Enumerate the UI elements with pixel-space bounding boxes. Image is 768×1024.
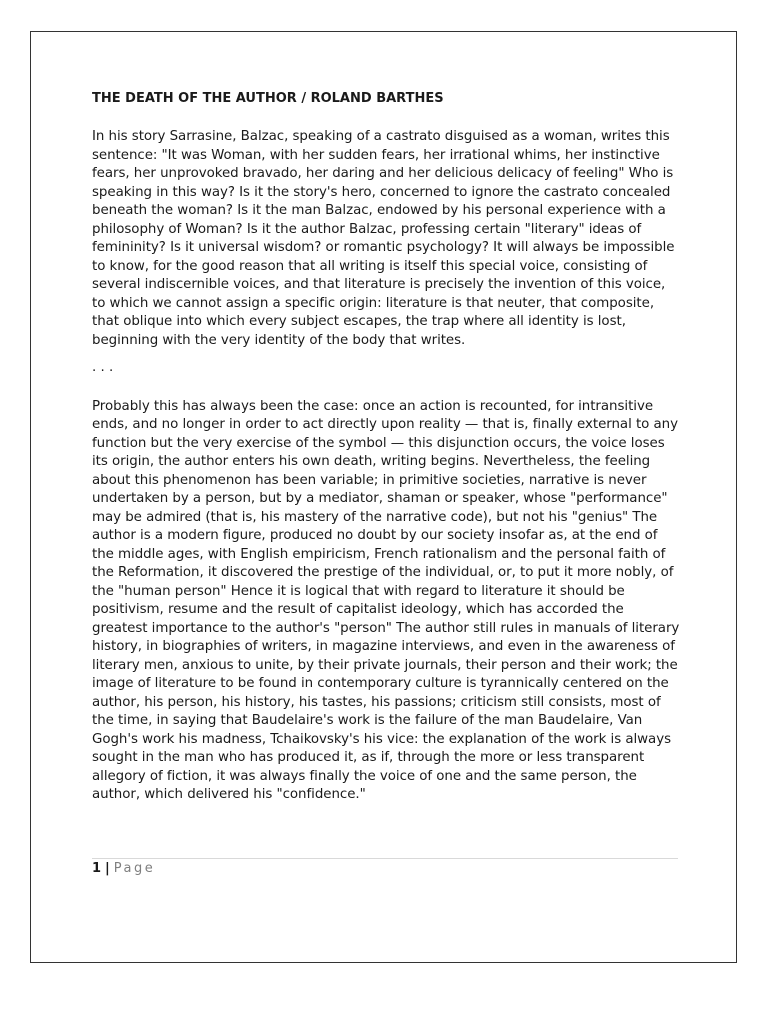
footer-separator: |: [105, 861, 110, 876]
page-label: Page: [113, 861, 156, 876]
section-break-ellipsis: . . .: [92, 360, 114, 375]
paragraph-2: Probably this has always been the case: once an action is recounted, for intransitive ends, and no longer in order to act directly upon reality — that is, finally external to any function but the very exercise of the symbol — this disjunction occurs, the voice loses its origin, the author enters his own death, writing begins. Nevertheless, the feeling about this phenomenon has been variable; in primitive societies, narrative is never undertaken by a person, but by a mediator, shaman or speaker, whose "performance" may be admired (that is, his mastery of the narrative code), but not his "genius" The author is a modern figure, produced no doubt by our society insofar as, at the end of the middle ages, with English empiricism, French rationalism and the personal faith of the Reformation, it discovered the prestige of the individual, or, to put it more nobly, of the "human person" Hence it is logical that with regard to literature it should be positivism, resume and the result of capitalist ideology, which has accorded the greatest importance to the author's "person" The author still rules in manuals of literary history, in biographies of writers, in magazine interviews, and even in the awareness of literary men, anxious to unite, by their private journals, their person and their work; the image of literature to be found in contemporary culture is tyrannically centered on the author, his person, his history, his tastes, his passions; criticism still consists, most of the time, in saying that Baudelaire's work is the failure of the man Baudelaire, Van Gogh's work his madness, Tchaikovsky's his vice: the explanation of the work is always sought in the man who has produced it, as if, through the more or less transparent allegory of fiction, it was always finally the voice of one and the same person, the author, which delivered his "confidence.": [92, 398, 680, 802]
paragraph-1: In his story Sarrasine, Balzac, speaking of a castrato disguised as a woman, writes this sentence: "It was Woman, with her sudden fears, her irrational whims, her instinctive fears, her unprovoked bravado, her daring and her delicious delicacy of feeling" Who is speaking in this way? Is it the story's hero, concerned to ignore the castrato concealed beneath the woman? Is it the man Balzac, endowed by his personal experience with a philosophy of Woman? Is it the author Balzac, professing certain "literary" ideas of femininity? Is it universal wisdom? or romantic psychology? It will always be impossible to know, for the good reason that all writing is itself this special voice, consisting of several indiscernible voices, and that literature is precisely the invention of this voice, to which we cannot assign a specific origin: literature is that neuter, that composite, that oblique into which every subject escapes, the trap where all identity is lost, beginning with the very identity of the body that writes.: [92, 129, 675, 348]
document-page: [30, 31, 737, 963]
page-footer: [92, 858, 678, 877]
page-number: 1: [92, 861, 102, 876]
document-title: THE DEATH OF THE AUTHOR / ROLAND BARTHES: [92, 91, 444, 106]
document-body: [92, 90, 682, 805]
